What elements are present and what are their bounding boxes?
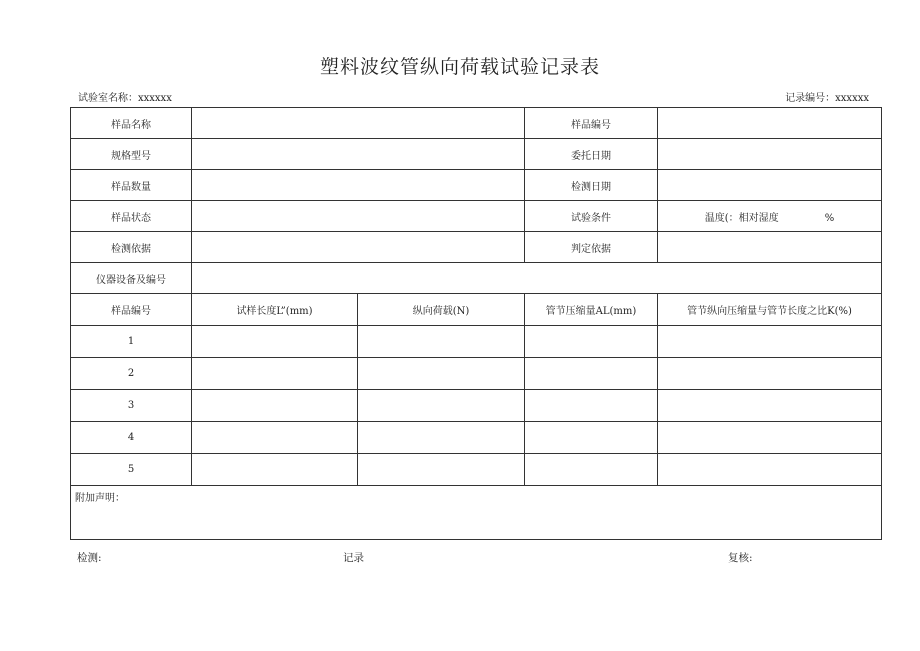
- info-value[interactable]: [658, 108, 882, 139]
- humidity-unit: %: [824, 212, 835, 224]
- info-label: 判定依据: [525, 232, 658, 263]
- info-row: [71, 232, 882, 263]
- equipment-row: [71, 263, 882, 294]
- lab-name: 试验室名称：xxxxxx: [78, 93, 172, 104]
- data-cell[interactable]: [192, 454, 358, 486]
- column-header-row: [71, 294, 882, 326]
- recorder-label: 记录: [343, 552, 364, 564]
- column-header: 纵向荷载(N): [358, 294, 525, 326]
- sample-number: 5: [71, 454, 192, 486]
- equipment-value[interactable]: [192, 263, 882, 294]
- data-cell[interactable]: [358, 422, 525, 454]
- additional-statement[interactable]: [71, 486, 882, 540]
- info-value[interactable]: [658, 170, 882, 201]
- data-cell[interactable]: [358, 454, 525, 486]
- info-row: [71, 139, 882, 170]
- notes-label: 附加声明：: [75, 493, 125, 504]
- table-row: [71, 358, 882, 390]
- test-conditions-value[interactable]: [658, 201, 882, 232]
- sample-number: 2: [71, 358, 192, 390]
- table-row: [71, 390, 882, 422]
- info-label: 委托日期: [525, 139, 658, 170]
- equipment-label: 仪器设备及编号: [71, 263, 192, 294]
- data-cell[interactable]: [658, 326, 882, 358]
- info-value[interactable]: [658, 232, 882, 263]
- info-value[interactable]: [192, 201, 525, 232]
- data-cell[interactable]: [658, 422, 882, 454]
- data-cell[interactable]: [525, 358, 658, 390]
- data-cell[interactable]: [192, 390, 358, 422]
- table-row: [71, 422, 882, 454]
- page-title: 塑料波纹管纵向荷载试验记录表: [319, 56, 600, 78]
- column-header: 管节压缩量AL(mm): [525, 294, 658, 326]
- record-table: [70, 107, 882, 540]
- data-cell[interactable]: [358, 326, 525, 358]
- info-label: 试验条件: [525, 201, 658, 232]
- data-cell[interactable]: [192, 326, 358, 358]
- reviewer-label: 复核:: [728, 552, 753, 564]
- column-header: 样品编号: [71, 294, 192, 326]
- data-cell[interactable]: [525, 454, 658, 486]
- data-cell[interactable]: [525, 326, 658, 358]
- info-row: [71, 201, 882, 232]
- table-row: [71, 326, 882, 358]
- data-cell[interactable]: [525, 390, 658, 422]
- column-header: 管节纵向压缩量与管节长度之比K(%): [658, 294, 882, 326]
- record-number: 记录编号：xxxxxx: [785, 93, 869, 104]
- sample-number: 3: [71, 390, 192, 422]
- info-label: 样品名称: [71, 108, 192, 139]
- data-cell[interactable]: [358, 390, 525, 422]
- data-cell[interactable]: [658, 390, 882, 422]
- info-value[interactable]: [192, 139, 525, 170]
- data-cell[interactable]: [525, 422, 658, 454]
- data-cell[interactable]: [192, 358, 358, 390]
- info-label: 样品数量: [71, 170, 192, 201]
- data-cell[interactable]: [192, 422, 358, 454]
- temperature-humidity-text: 温度(：相对湿度: [704, 212, 779, 224]
- info-value[interactable]: [658, 139, 882, 170]
- sample-number: 4: [71, 422, 192, 454]
- info-label: 样品状态: [71, 201, 192, 232]
- info-value[interactable]: [192, 108, 525, 139]
- data-cell[interactable]: [658, 358, 882, 390]
- info-value[interactable]: [192, 232, 525, 263]
- data-cell[interactable]: [658, 454, 882, 486]
- info-label: 规格型号: [71, 139, 192, 170]
- info-row: [71, 170, 882, 201]
- sample-number: 1: [71, 326, 192, 358]
- inspector-label: 检测:: [77, 552, 102, 564]
- table-row: [71, 454, 882, 486]
- info-label: 检测日期: [525, 170, 658, 201]
- info-label: 检测依据: [71, 232, 192, 263]
- info-row: [71, 108, 882, 139]
- column-header: 试样长度L”(mm): [192, 294, 358, 326]
- notes-row: [71, 486, 882, 540]
- info-value[interactable]: [192, 170, 525, 201]
- data-cell[interactable]: [358, 358, 525, 390]
- info-label: 样品编号: [525, 108, 658, 139]
